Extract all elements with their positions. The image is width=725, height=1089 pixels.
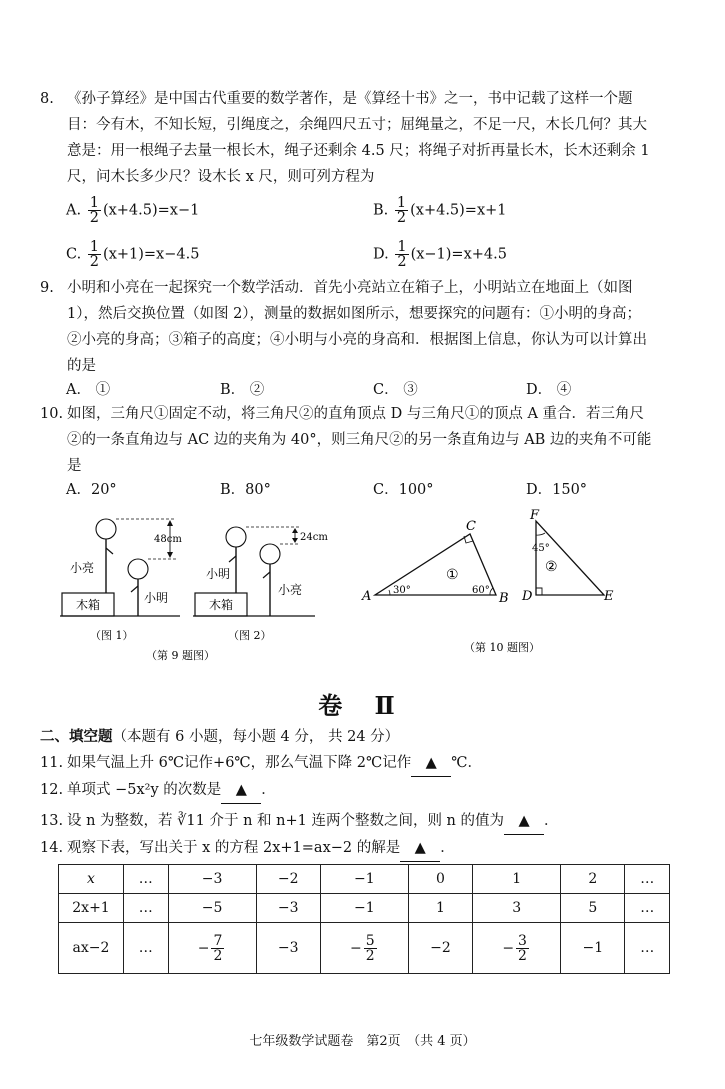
question-number: 12. xyxy=(40,782,64,798)
question-number: 10. xyxy=(40,406,64,422)
question-text: 《孙子算经》是中国古代重要的数学著作，是《算经十书》之一，书中记载了这样一个题目：今有木，不知长短，引绳度之，余绳四尺五寸；屈绳量之，不足一尺，木长几何？其大意是：用一根绳子去量一根长木，绳子还剩余 4.5 尺；将绳子对折再量长木，长木还剩余 1 尺，问木长多少尺？设木长 x 尺，则可列方程为 xyxy=(67,91,650,185)
table-row xyxy=(59,894,670,923)
question-number: 8. xyxy=(40,91,54,107)
section-heading: 二、填空题（本题有 6 小题，每小题 4 分， 共 24 分） xyxy=(40,728,400,745)
question-text: 小明和小亮在一起探究一个数学活动．首先小亮站立在箱子上，小明站立在地面上（如图 1），然后交换位置（如图 2），测量的数据如图所示，想要探究的问题有：①小明的身高；②小亮的身高；③箱子的高度；④小明与小亮的身高和．根据图上信息，你认为可以计算出的是 xyxy=(67,280,647,374)
table-cell: x xyxy=(59,865,124,894)
option-c: C. $\frac{1}{2}$ (x+1)=x−4.5 xyxy=(66,239,200,270)
fraction: $\frac{1}{2}$ xyxy=(89,239,100,270)
question-number: 9. xyxy=(40,280,54,296)
table-cell: 2 xyxy=(561,865,625,894)
table-cell: 0 xyxy=(408,865,472,894)
triangle-1 xyxy=(361,519,509,606)
table-cell: 1 xyxy=(473,865,561,894)
vertex-label: D xyxy=(522,589,533,604)
vertex-label: B xyxy=(499,591,509,606)
answer-blank: ▲ xyxy=(504,808,544,835)
head-short xyxy=(226,527,246,547)
figure-9-diagram-1 xyxy=(60,519,182,642)
person-label: 小明 xyxy=(144,591,169,605)
option-c: C．100° xyxy=(373,482,434,498)
option-b: B. $\frac{1}{2}$ (x+4.5)=x+1 xyxy=(373,195,507,226)
question-9 xyxy=(40,275,655,379)
option-a: A． ① xyxy=(66,382,111,398)
table-cell: −2 xyxy=(408,923,472,974)
table-cell: 2x+1 xyxy=(59,894,124,923)
option-d: D． ④ xyxy=(526,382,572,398)
answer-blank: ▲ xyxy=(411,750,451,777)
table-cell: −2 xyxy=(256,865,320,894)
triangle-mark: ① xyxy=(446,567,459,583)
table-cell: −1 xyxy=(320,894,408,923)
person-label: 小亮 xyxy=(278,583,303,597)
question-number: 14. xyxy=(40,840,64,856)
caption: （图 1） xyxy=(90,629,134,642)
table-cell: ax−2 xyxy=(59,923,124,974)
table-cell: − $\frac{3}{2}$ xyxy=(473,923,561,974)
figure-10 xyxy=(360,505,630,660)
person-label: 小亮 xyxy=(70,561,95,575)
table-cell: −1 xyxy=(561,923,625,974)
head-short xyxy=(128,559,148,579)
question-number: 13. xyxy=(40,813,64,829)
angle-label: 60° xyxy=(472,585,490,596)
box-label: 木箱 xyxy=(75,598,101,612)
table-cell: … xyxy=(625,865,670,894)
question-12: 12. 单项式 −5x²y 的次数是 ▲ ． xyxy=(40,777,655,804)
table-cell: … xyxy=(124,894,169,923)
vertex-label: F xyxy=(530,508,540,523)
table-cell: … xyxy=(625,894,670,923)
figure-9 xyxy=(50,510,330,665)
measure-label: 48cm xyxy=(154,534,182,545)
vertex-label: C xyxy=(466,519,476,534)
head-tall xyxy=(260,544,280,564)
caption: （图 2） xyxy=(228,629,272,642)
table-cell: 3 xyxy=(473,894,561,923)
vertex-label: A xyxy=(362,589,372,604)
triangle-mark: ② xyxy=(545,559,558,575)
table-cell: −3 xyxy=(168,865,256,894)
table-cell: 1 xyxy=(408,894,472,923)
table-row xyxy=(59,923,670,974)
fraction: $\frac{5}{2}$ xyxy=(365,932,375,964)
table-cell: … xyxy=(124,923,169,974)
answer-blank: ▲ xyxy=(400,835,440,862)
table-cell: − $\frac{5}{2}$ xyxy=(320,923,408,974)
option-b: B． ② xyxy=(220,382,265,398)
value-table xyxy=(58,864,670,974)
question-8 xyxy=(40,86,655,190)
option-c: C． ③ xyxy=(373,382,418,398)
angle-label: 30° xyxy=(393,585,411,596)
question-10 xyxy=(40,401,655,479)
question-11: 11. 如果气温上升 6℃记作+6℃，那么气温下降 2℃记作 ▲ ℃． xyxy=(40,750,655,777)
measure-label: 24cm xyxy=(300,532,328,543)
angle-label: 45° xyxy=(532,543,550,554)
table-cell: −3 xyxy=(256,894,320,923)
option-a: A．20° xyxy=(66,482,117,498)
question-14: 14. 观察下表，写出关于 x 的方程 2x+1=ax−2 的解是 ▲ ． xyxy=(40,835,655,862)
figure-caption: （第 10 题图） xyxy=(464,641,540,654)
table-cell: −5 xyxy=(168,894,256,923)
fraction: $\frac{1}{2}$ xyxy=(89,195,99,226)
table-cell: −3 xyxy=(256,923,320,974)
question-13: 13. 设 n 为整数，若 ∛11 介于 n 和 n+1 连两个整数之间，则 n 的值为 ▲ ． xyxy=(40,808,655,835)
box-label: 木箱 xyxy=(208,598,234,612)
table-cell: … xyxy=(124,865,169,894)
table-cell: −1 xyxy=(320,865,408,894)
option-d: D. $\frac{1}{2}$ (x−1)=x+4.5 xyxy=(373,239,507,270)
figure-caption: （第 9 题图） xyxy=(146,649,215,662)
triangle-2 xyxy=(521,508,614,604)
fraction: $\frac{1}{2}$ xyxy=(396,195,407,226)
fraction: $\frac{7}{2}$ xyxy=(213,932,223,964)
table-cell: … xyxy=(625,923,670,974)
head-tall xyxy=(96,519,116,539)
figure-9-diagram-2 xyxy=(193,527,328,642)
fraction: $\frac{1}{2}$ xyxy=(397,239,407,270)
table-cell: − $\frac{7}{2}$ xyxy=(168,923,256,974)
fraction: $\frac{3}{2}$ xyxy=(518,932,527,964)
option-a: A. $\frac{1}{2}$ (x+4.5)=x−1 xyxy=(66,195,200,226)
person-label: 小明 xyxy=(206,567,231,581)
page-footer: 七年级数学试题卷 第2页 （共 4 页） xyxy=(249,1034,476,1049)
question-number: 11. xyxy=(40,755,64,771)
option-b: B．80° xyxy=(220,482,271,498)
option-d: D．150° xyxy=(526,482,588,498)
section-title: 卷 Ⅱ xyxy=(318,691,407,720)
question-text: 如图，三角尺①固定不动，将三角尺②的直角顶点 D 与三角尺①的顶点 A 重合．若三角尺②的一条直角边与 AC 边的夹角为 40°，则三角尺②的另一条直角边与 AB 边的夹角不可能是 xyxy=(67,406,652,474)
vertex-label: E xyxy=(604,589,614,604)
table-cell: 5 xyxy=(561,894,625,923)
answer-blank: ▲ xyxy=(221,777,261,804)
table-row xyxy=(59,865,670,894)
